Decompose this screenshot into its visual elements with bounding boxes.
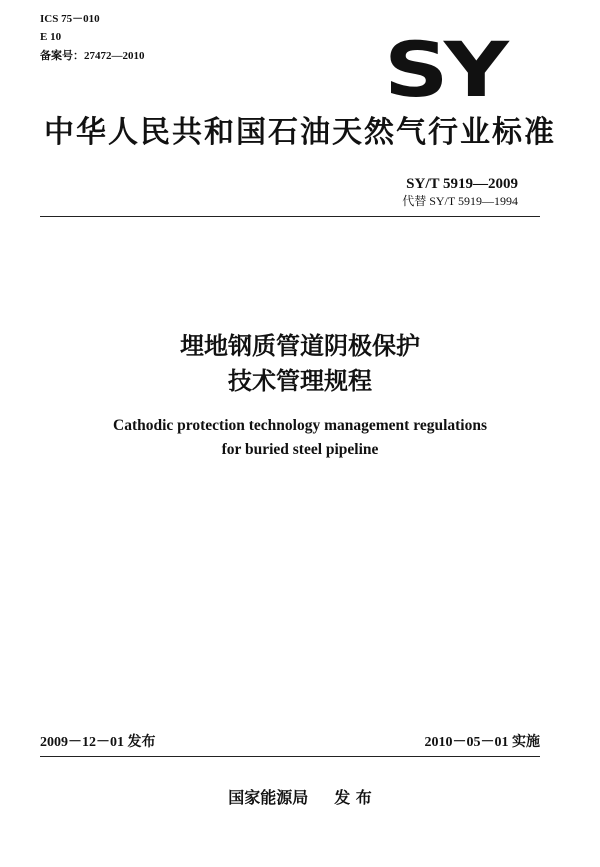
publisher-action: 发 布 — [334, 788, 372, 807]
classification-code: E 10 — [40, 31, 62, 43]
top-divider — [40, 216, 540, 217]
replaces-standard: 代替 SY/T 5919—1994 — [402, 194, 518, 208]
publisher-org: 国家能源局 — [228, 788, 309, 807]
english-title-line-1: Cathodic protection technology management regulations — [113, 417, 487, 434]
implementation-date: 2010－05－01 实施 — [424, 735, 540, 750]
english-title-line-2: for buried steel pipeline — [221, 441, 379, 458]
issue-date: 2009－12－01 发布 — [40, 735, 156, 750]
standard-title: 中华人民共和国石油天然气行业标准 — [44, 115, 556, 150]
chinese-title-line-1: 埋地钢质管道阴极保护 — [180, 332, 420, 360]
ics-code: ICS 75－010 — [40, 13, 100, 25]
chinese-title-line-2: 技术管理规程 — [228, 367, 372, 395]
sy-logo: SY — [384, 25, 505, 114]
publisher-line — [0, 787, 600, 809]
record-number: 备案号：27472—2010 — [40, 50, 145, 62]
standard-code: SY/T 5919—2009 — [406, 176, 518, 192]
bottom-divider — [40, 756, 540, 757]
